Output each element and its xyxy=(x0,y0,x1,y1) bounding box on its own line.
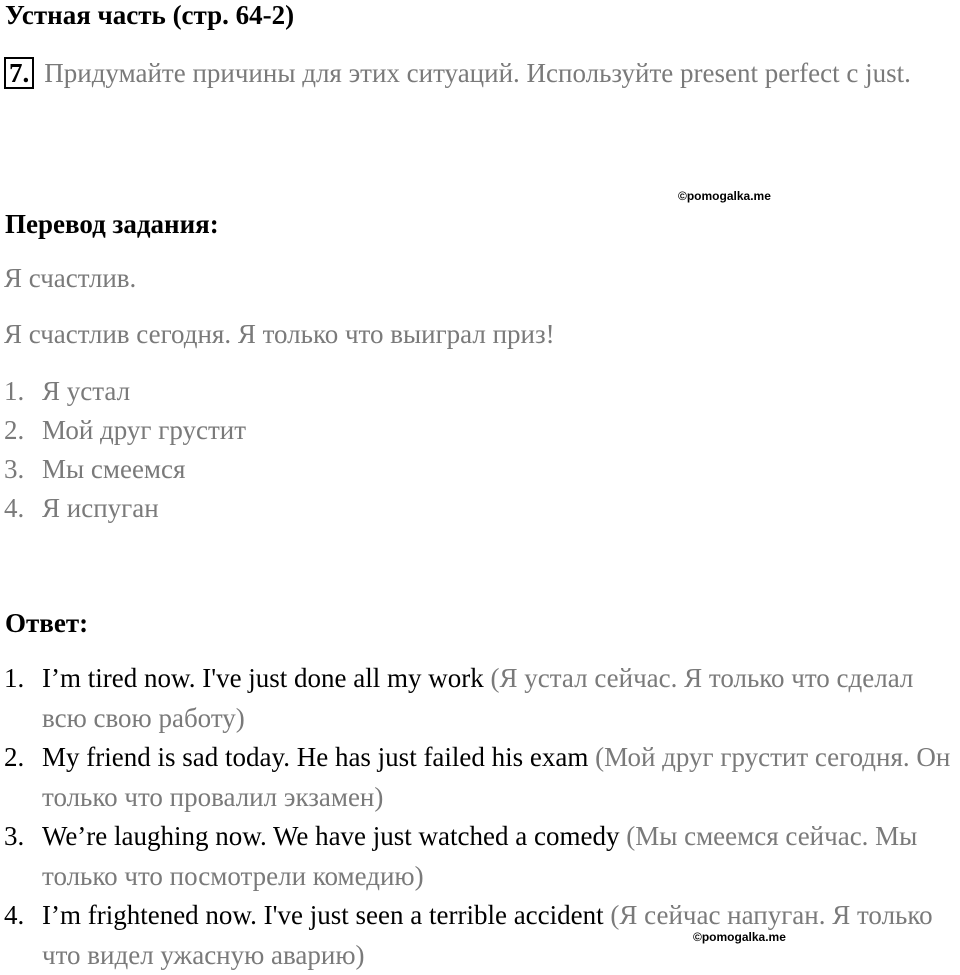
answer-item: 1. I’m tired now. I've just done all my work (Я устал сейчас. Я только что сделал всю свою работу) xyxy=(4,663,914,733)
list-item: 3. Мы смеемся xyxy=(4,454,186,484)
list-item: 2. Мой друг грустит xyxy=(4,415,246,445)
watermark-top: ©pomogalka.me xyxy=(678,189,771,203)
answer-item: 3. We’re laughing now. We have just watched a comedy (Мы смеемся сейчас. Мы только что посмотрели комедию) xyxy=(4,821,918,891)
answer-list xyxy=(4,659,960,975)
translation-example-1: Я счастлив. xyxy=(4,263,137,293)
translation-list xyxy=(4,372,246,528)
translation-example-2: Я счастлив сегодня. Я только что выиграл приз! xyxy=(4,319,555,349)
list-item: 4. Я испуган xyxy=(4,493,159,523)
task-text: Придумайте причины для этих ситуаций. Используйте present perfect с just. xyxy=(44,58,911,88)
translation-heading: Перевод задания: xyxy=(5,209,219,239)
watermark-bottom: ©pomogalka.me xyxy=(693,930,786,944)
task-number: 7. xyxy=(4,57,34,89)
answer-item: 4. I’m frightened now. I've just seen a terrible accident (Я сейчас напуган. Я только что видел ужасную аварию) xyxy=(4,900,933,970)
page-title: Устная часть (стр. 64-2) xyxy=(5,0,295,30)
list-item: 1. Я устал xyxy=(4,376,131,406)
answer-item: 2. My friend is sad today. He has just failed his exam (Мой друг грустит сегодня. Он только что провалил экзамен) xyxy=(4,742,951,812)
answer-heading: Ответ: xyxy=(5,608,89,638)
task-statement xyxy=(4,54,954,93)
